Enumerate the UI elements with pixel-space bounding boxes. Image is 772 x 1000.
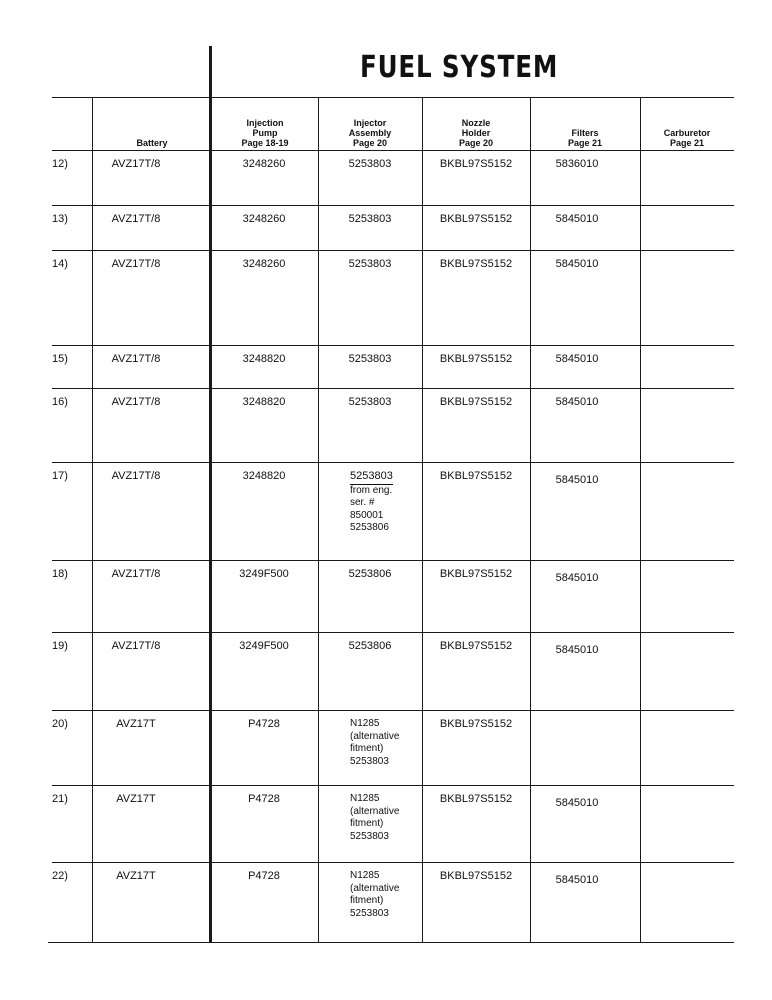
row-number: 14) [52,258,68,270]
column-header-line: Page 21 [669,138,705,148]
injector-assembly-cell: 5253803 [348,213,392,225]
injection-pump-cell: 3248260 [242,258,286,270]
column-header-injector [318,100,422,148]
battery-cell: AVZ17T [116,793,156,805]
nozzle-holder-cell: BKBL97S5152 [439,568,513,580]
filters-cell: 5845010 [555,396,599,408]
injector-note-line: from eng. [350,484,393,496]
injector-note-line: (alternative [350,882,400,894]
column-header-line: Page 20 [458,138,494,148]
injector-assembly-cell: 5253803 [348,158,392,170]
injector-note-line: 5253806 [350,522,389,533]
column-header-filters [530,100,640,148]
injection-pump-cell: 3248260 [242,158,286,170]
injection-pump-cell: P4728 [248,793,280,805]
battery-cell: AVZ17T/8 [111,568,161,580]
injector-note-line: 850001 [350,509,384,521]
column-header-line: Injector [353,118,387,128]
row-rule [52,388,734,389]
column-header-line: Filters [571,128,599,138]
injector-note-line: (alternative [350,805,400,817]
battery-cell: AVZ17T/8 [111,213,161,225]
injector-assembly-cell: 5253803 [348,353,392,365]
battery-cell: AVZ17T [116,718,156,730]
nozzle-holder-cell: BKBL97S5152 [439,640,513,652]
injector-assembly-cell: 5253803 [348,258,392,270]
injector-assembly-cell [320,718,420,768]
injector-assembly-cell: 5253803 [348,396,392,408]
row-rule [52,710,734,711]
column-header-line: Battery [136,138,168,148]
row-rule [52,785,734,786]
nozzle-holder-cell: BKBL97S5152 [439,470,513,482]
battery-cell: AVZ17T/8 [111,258,161,270]
injector-assembly-cell [320,470,420,535]
row-number: 18) [52,568,68,580]
nozzle-holder-cell: BKBL97S5152 [439,213,513,225]
filters-cell: 5845010 [555,644,599,656]
column-header-line: Assembly [348,128,392,138]
row-rule [52,205,734,206]
row-number: 16) [52,396,68,408]
row-number: 17) [52,470,68,482]
column-rule [422,97,423,942]
row-rule [52,250,734,251]
battery-cell: AVZ17T/8 [111,396,161,408]
column-header-line: Holder [461,128,491,138]
injector-note-line: N1285 [350,718,380,729]
table-bottom-rule [48,942,734,943]
injector-assembly-cell: 5253806 [348,640,392,652]
nozzle-holder-cell: BKBL97S5152 [439,158,513,170]
row-number: 20) [52,718,68,730]
column-header-line: Nozzle [461,118,491,128]
column-header-line: Injection [246,118,284,128]
column-header-line: Carburetor [663,128,711,138]
filters-cell: 5845010 [555,353,599,365]
column-header-line: Page 20 [352,138,388,148]
injector-note-line: N1285 [350,793,380,804]
injector-note-line: 5253803 [350,907,389,919]
page-title: FUEL SYSTEM [360,50,559,85]
injector-assembly-cell [320,870,420,920]
injector-note-line: N1285 [350,870,380,881]
row-number: 19) [52,640,68,652]
row-number: 21) [52,793,68,805]
battery-cell: AVZ17T/8 [111,640,161,652]
nozzle-holder-cell: BKBL97S5152 [439,258,513,270]
injector-note-line: (alternative [350,730,400,742]
row-rule [52,632,734,633]
battery-cell: AVZ17T/8 [111,470,161,482]
row-rule [52,560,734,561]
column-header-line: Pump [252,128,278,138]
nozzle-holder-cell: BKBL97S5152 [439,870,513,882]
column-header-line: Page 18-19 [241,138,289,148]
column-rule [530,97,531,942]
row-number: 13) [52,213,68,225]
row-rule [52,462,734,463]
injector-assembly-cell [320,793,420,843]
nozzle-holder-cell: BKBL97S5152 [439,396,513,408]
injector-note-line: fitment) [350,818,384,829]
filters-cell: 5845010 [555,797,599,809]
filters-cell: 5845010 [555,474,599,486]
column-header-pump [212,100,318,148]
injection-pump-cell: 3248820 [242,396,286,408]
header-top-rule [52,97,734,98]
column-rule [640,97,641,942]
injector-assembly-cell: 5253806 [348,568,392,580]
injector-note-line: fitment) [350,895,384,906]
nozzle-holder-cell: BKBL97S5152 [439,793,513,805]
filters-cell: 5845010 [555,213,599,225]
injector-note-line: fitment) [350,743,384,754]
injection-pump-cell: P4728 [248,718,280,730]
injector-note-line: ser. # [350,497,375,508]
injection-pump-cell: 3249F500 [239,568,289,580]
injector-part-underlined: 5253803 [350,470,393,485]
battery-cell: AVZ17T/8 [111,158,161,170]
row-number: 15) [52,353,68,365]
row-number: 22) [52,870,68,882]
injection-pump-cell: P4728 [248,870,280,882]
battery-cell: AVZ17T [116,870,156,882]
injector-note-line: 5253803 [350,755,389,767]
column-header-carburetor [640,100,734,148]
injector-note-line: 5253803 [350,830,389,842]
injection-pump-cell: 3248820 [242,470,286,482]
row-rule [52,150,734,151]
row-rule [52,345,734,346]
nozzle-holder-cell: BKBL97S5152 [439,718,513,730]
column-header-line: Page 21 [567,138,603,148]
column-header-nozzle [422,100,530,148]
filters-cell: 5836010 [555,158,599,170]
injection-pump-cell: 3248820 [242,353,286,365]
nozzle-holder-cell: BKBL97S5152 [439,353,513,365]
injection-pump-cell: 3248260 [242,213,286,225]
injector-note-line [350,470,420,485]
filters-cell: 5845010 [555,572,599,584]
battery-cell: AVZ17T/8 [111,353,161,365]
filters-cell: 5845010 [555,258,599,270]
filters-cell: 5845010 [555,874,599,886]
column-header-battery [92,100,212,148]
row-number: 12) [52,158,68,170]
column-rule [318,97,319,942]
column-rule-major [209,46,212,942]
row-rule [52,862,734,863]
injection-pump-cell: 3249F500 [239,640,289,652]
